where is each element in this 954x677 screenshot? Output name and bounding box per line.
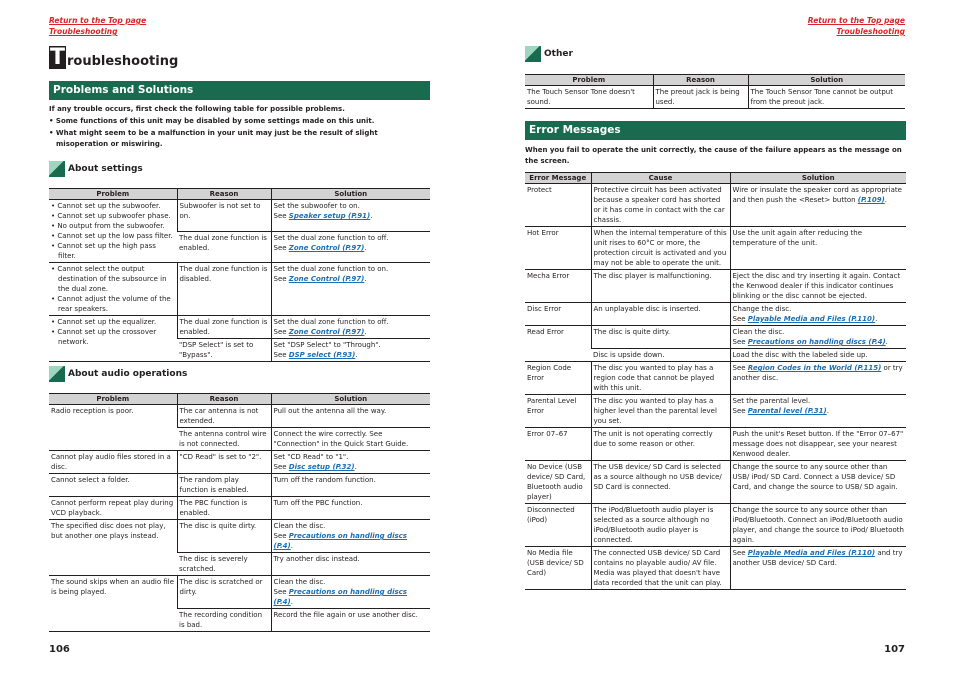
solution-cell: Record the file again or use another disc. [271,609,430,632]
section-heading-problems: Problems and Solutions [49,81,430,100]
solution-end: . [364,243,367,252]
cause-cell: When the internal temperature of this unit rises to 60°C or more, the protection circuit is activated and you may not be able to operate the unit. [591,227,730,270]
problem-item: • Cannot set up the crossover network. [51,328,157,346]
table-row [525,227,906,270]
error-message-cell: Protect [525,184,591,227]
col-solution: Solution [271,189,430,200]
solution-end: or try another disc. [732,364,903,382]
problem-item: • Cannot set up the subwoofer. [51,202,161,210]
see-text: See [273,275,289,283]
col-solution: Solution [730,173,906,184]
intro-text: If any trouble occurs, first check the following table for possible problems. [49,105,345,113]
table-row [525,303,906,326]
error-message-cell: Disc Error [525,303,591,326]
page-title [49,46,178,69]
nav-links [808,15,905,37]
solution-text: Clean the disc. [273,578,326,586]
solution-cell [730,184,906,227]
section-marker-icon [49,366,65,382]
zone-control-link[interactable]: Zone Control (P.97) [288,243,365,252]
other-table [525,74,905,109]
reason-cell: The preout jack is being used. [653,86,748,109]
table-row [525,270,906,303]
reason-cell: The recording condition is bad. [177,609,271,632]
subheading-other [525,46,573,62]
table-row [525,547,906,590]
solution-end: . [290,542,293,550]
table-row [49,520,430,553]
cause-cell: The unit is not operating correctly due to some reason or other. [591,428,730,461]
see-text: See [732,338,748,346]
solution-cell [730,326,906,349]
cause-cell: The disc is quite dirty. [591,326,730,349]
table-header [49,394,430,405]
error-message-cell: Disconnected (iPod) [525,504,591,547]
troubleshooting-link[interactable]: Troubleshooting [49,27,118,36]
solution-cell: Load the disc with the labeled side up. [730,349,906,362]
solution-end: . [354,463,357,471]
solution-cell: The Touch Sensor Tone cannot be output from the preout jack. [748,86,905,109]
subheading-settings [49,161,143,177]
solution-cell [730,362,906,395]
cause-cell: The connected USB device/ SD Card contains no playable audio/ AV file. Media was played that doesn't have data recorded that the unit can play. [591,547,730,590]
error-message-cell: Mecha Error [525,270,591,303]
solution-cell [271,200,430,232]
solution-text: Clean the disc. [273,522,326,530]
reason-cell: "CD Read" is set to "2". [177,451,271,474]
table-row [525,504,906,547]
problem-cell [49,316,177,362]
error-message-cell: Parental Level Error [525,395,591,428]
solution-text: Set the dual zone function to on. [273,265,389,273]
region-codes-link[interactable]: Region Codes in the World (P.115) [747,364,882,372]
solution-end: . [885,338,888,346]
solution-cell [271,451,430,474]
problem-item: • Cannot set up subwoofer phase. [51,212,171,220]
solution-cell: Connect the wire correctly. See "Connection" in the Quick Start Guide. [271,428,430,451]
errors-intro: When you fail to operate the unit correctly, the cause of the failure appears as the message on the screen. [525,146,902,165]
problem-item: • Cannot adjust the volume of the rear speakers. [51,295,171,313]
col-reason: Reason [177,394,271,405]
table-row [49,474,430,497]
section-marker-icon [525,46,541,62]
problem-item: • Cannot set up the high pass filter. [51,242,156,260]
table-row [49,316,430,339]
table-row [525,395,906,428]
solution-text: Set "CD Read" to "1". [273,453,349,461]
see-text: See [273,588,289,596]
solution-end: . [364,328,367,336]
solution-text: Set the parental level. [732,397,811,405]
cause-cell: The iPod/Bluetooth audio player is selected as a source although no iPod/Bluetooth audio player is connected. [591,504,730,547]
problem-cell: Cannot perform repeat play during VCD playback. [49,497,177,520]
solution-cell [271,576,430,609]
reason-cell: The disc is scratched or dirty. [177,576,271,609]
table-row [525,326,906,349]
table-row [525,461,906,504]
solution-text: Set the subwoofer to on. [273,202,360,210]
reason-cell: The dual zone function is enabled. [177,316,271,339]
col-cause: Cause [591,173,730,184]
subheading-settings-label: About settings [68,164,143,174]
errors-table [525,172,906,590]
problem-cell: Cannot play audio files stored in a disc. [49,451,177,474]
table-row [525,362,906,395]
error-message-cell: Error 07–67 [525,428,591,461]
parental-level-link[interactable]: Parental level (P.31) [747,407,827,415]
cause-cell: The disc you wanted to play has a higher level than the parental level you set. [591,395,730,428]
handling-discs-link[interactable]: Precautions on handling discs (P.4) [747,338,886,346]
col-problem: Problem [49,189,177,200]
error-message-cell: No Media file (USB device/ SD Card) [525,547,591,590]
problem-item: • Cannot set up the equalizer. [51,318,157,326]
reason-cell: The dual zone function is disabled. [177,263,271,316]
reason-cell: The disc is severely scratched. [177,553,271,576]
reason-cell: The PBC function is enabled. [177,497,271,520]
solution-end: . [364,275,367,283]
disc-setup-link[interactable]: Disc setup (P.32) [288,463,355,471]
section-heading-errors: Error Messages [525,121,906,140]
problem-cell [49,263,177,316]
solution-cell [271,339,430,362]
cause-cell: The USB device/ SD Card is selected as a source although no USB device/ SD Card is connected. [591,461,730,504]
problem-cell [49,200,177,263]
solution-cell: Turn off the PBC function. [271,497,430,520]
zone-control-link[interactable]: Zone Control (P.97) [288,328,365,336]
reason-cell: The random play function is enabled. [177,474,271,497]
zone-control-link[interactable]: Zone Control (P.97) [288,275,365,283]
settings-table [49,188,430,362]
table-row [49,497,430,520]
table-row [525,86,905,109]
audio-table [49,393,430,632]
subheading-other-label: Other [544,49,573,59]
table-row [49,451,430,474]
cause-cell: Disc is upside down. [591,349,730,362]
speaker-setup-link[interactable]: Speaker setup (P.91) [288,212,371,220]
solution-end: . [875,315,878,323]
cause-cell: An unplayable disc is inserted. [591,303,730,326]
problems-intro [49,104,430,151]
table-row [525,428,906,461]
col-solution: Solution [271,394,430,405]
intro-bullet-2: • What might seem to be a malfunction in your unit may just be the result of slight misoperation or miswiring. [49,129,378,148]
solution-end: . [826,407,829,415]
table-header [49,189,430,200]
see-text: See [732,315,748,323]
col-problem: Problem [49,394,177,405]
reason-cell: The dual zone function is enabled. [177,231,271,263]
solution-end: . [884,196,888,204]
reset-page-link[interactable]: (P.109) [857,196,885,204]
solution-text: Set the dual zone function to off. [273,318,389,326]
playable-media-link[interactable]: Playable Media and Files (P.110) [747,315,876,323]
solution-text: Clean the disc. [732,328,785,336]
troubleshooting-link[interactable]: Troubleshooting [836,27,905,36]
solution-cell [271,263,430,316]
see-text: See [732,407,748,415]
see-text: See [273,243,289,252]
solution-cell: Push the unit's Reset button. If the "Error 07–67" message does not disappear, see your nearest Kenwood dealer. [730,428,906,461]
solution-cell [271,316,430,339]
solution-cell: Change the source to any source other than USB/ iPod/ SD Card. Connect a USB device/ SD Card, and change the source to USB/ SD again. [730,461,906,504]
right-page [477,0,954,677]
problem-cell: The specified disc does not play, but another one plays instead. [49,520,177,576]
playable-media-link[interactable]: Playable Media and Files (P.110) [747,549,876,557]
table-row [49,263,430,316]
cause-cell: The disc player is malfunctioning. [591,270,730,303]
table-row [49,405,430,428]
solution-end: . [370,212,373,220]
col-reason: Reason [177,189,271,200]
solution-cell [730,547,906,590]
title-initial: T [49,45,65,70]
problem-item: • Cannot set up the low pass filter. [51,232,173,240]
table-row [49,200,430,232]
solution-cell [271,231,430,263]
solution-cell: Change the source to any source other than iPod/Bluetooth. Connect an iPod/Bluetooth audio player, and change the source to iPod/ Bluetooth again. [730,504,906,547]
reason-cell: The disc is quite dirty. [177,520,271,553]
solution-end: . [355,351,358,359]
table-header [525,75,905,86]
problem-cell: Cannot select a folder. [49,474,177,497]
solution-cell [730,303,906,326]
solution-end: and try another USB device/ SD Card. [732,549,903,567]
col-reason: Reason [653,75,748,86]
solution-end: . [290,598,293,606]
handling-discs-link[interactable]: Precautions on handling discs (P.4) [273,532,407,550]
solution-cell: Try another disc instead. [271,553,430,576]
solution-cell: Eject the disc and try inserting it again. Contact the Kenwood dealer if this indicator continues blinking or the disc cannot be ejected. [730,270,906,303]
page-number-left: 106 [49,644,70,655]
solution-text: Wire or insulate the speaker cord as appropriate and then push the <Reset> button [732,186,902,204]
section-marker-icon [49,161,65,177]
see-text: See [732,549,748,557]
page-number-right: 107 [884,644,905,655]
nav-links [49,15,146,37]
solution-cell [730,395,906,428]
solution-cell: Turn off the random function. [271,474,430,497]
cause-cell: Protective circuit has been activated because a speaker cord has shorted or it has come in contact with the car chassis. [591,184,730,227]
problem-cell: Radio reception is poor. [49,405,177,451]
solution-cell: Pull out the antenna all the way. [271,405,430,428]
solution-cell: Use the unit again after reducing the temperature of the unit. [730,227,906,270]
title-rest: roubleshooting [67,54,179,69]
handling-discs-link[interactable]: Precautions on handling discs (P.4) [273,588,407,606]
return-top-link[interactable]: Return to the Top page [49,16,147,25]
reason-cell: Subwoofer is not set to on. [177,200,271,232]
cause-cell: The disc you wanted to play has a region code that cannot be played with this unit. [591,362,730,395]
solution-text: Set "DSP Select" to "Through". [273,341,381,349]
solution-text: Change the disc. [732,305,792,313]
table-row [525,184,906,227]
see-text: See [273,351,289,359]
table-header [525,173,906,184]
see-text: See [273,212,289,220]
reason-cell: The car antenna is not extended. [177,405,271,428]
error-message-cell: Region Code Error [525,362,591,395]
error-message-cell: Hot Error [525,227,591,270]
col-problem: Problem [525,75,653,86]
table-row [49,576,430,609]
return-top-link[interactable]: Return to the Top page [807,16,905,25]
problem-cell: The sound skips when an audio file is being played. [49,576,177,632]
reason-cell: The antenna control wire is not connected. [177,428,271,451]
dsp-select-link[interactable]: DSP select (P.93) [288,351,356,359]
col-error-message: Error Message [525,173,591,184]
error-message-cell: No Device (USB device/ SD Card, Bluetooth audio player) [525,461,591,504]
see-text: See [273,532,289,540]
error-message-cell: Read Error [525,326,591,362]
problem-item: • No output from the subwoofer. [51,222,165,230]
see-text: See [273,463,289,471]
solution-text: Set the dual zone function to off. [273,233,389,242]
see-text: See [273,328,289,336]
subheading-audio [49,366,187,382]
col-solution: Solution [748,75,905,86]
see-text: See [732,364,748,372]
reason-cell: "DSP Select" is set to "Bypass". [177,339,271,362]
problem-item: • Cannot select the output destination of the subsource in the dual zone. [51,265,167,293]
intro-bullet-1: • Some functions of this unit may be disabled by some settings made on this unit. [49,117,375,125]
problem-cell: The Touch Sensor Tone doesn't sound. [525,86,653,109]
solution-cell [271,520,430,553]
subheading-audio-label: About audio operations [68,369,188,379]
